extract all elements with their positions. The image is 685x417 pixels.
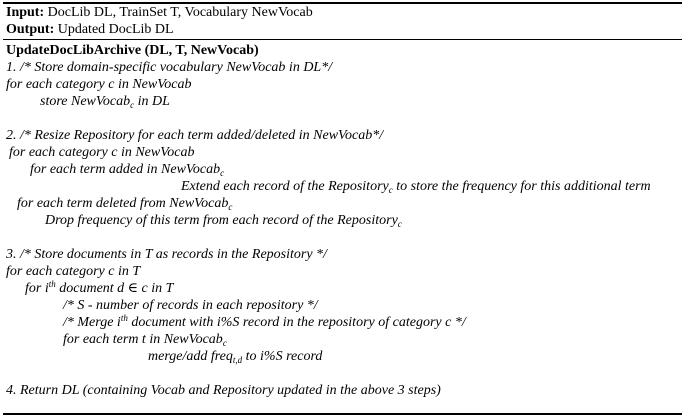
step1-loop: for each category c in NewVocab — [6, 77, 192, 92]
step2-added-text: for each term added in NewVocab — [30, 162, 221, 177]
output-line — [6, 21, 174, 38]
subscript: c — [222, 338, 227, 348]
step3-term-text: for each term t in NewVocab — [63, 332, 223, 347]
step2-extend — [181, 178, 651, 195]
step3-loop-document — [25, 280, 173, 297]
input-line — [6, 4, 313, 21]
step3-merge-tail: document with i%S record in the repository of category c */ — [127, 315, 466, 330]
subscript: c — [397, 219, 402, 229]
step2-loop-category: for each category c in NewVocab — [9, 145, 195, 160]
subscript: c — [130, 100, 135, 110]
step1-store-text: store NewVocab — [40, 94, 131, 109]
subscript: c — [388, 185, 393, 195]
step2-extend-text: Extend each record of the Repository — [181, 179, 389, 194]
step3-merge-add — [148, 348, 322, 365]
step3-merge-add-text: merge/add freq — [148, 349, 233, 364]
step3-comment: 3. /* Store documents in T as records in the Repository */ — [6, 247, 327, 262]
subscript: t,d — [232, 355, 243, 365]
step2-loop-deleted — [17, 195, 232, 212]
step3-merge-add-tail: to i%S record — [242, 349, 323, 364]
step2-extend-tail: to store the frequency for this additional term — [392, 179, 651, 194]
superscript: th — [48, 279, 56, 289]
header-divider — [3, 39, 682, 40]
output-text: Updated DocLib DL — [54, 22, 174, 37]
input-text: DocLib DL, TrainSet T, Vocabulary NewVocab — [44, 5, 313, 20]
subscript: c — [220, 168, 225, 178]
step3-comment-s: /* S - number of records in each repository */ — [63, 298, 318, 313]
procedure-signature: UpdateDocLibArchive (DL, T, NewVocab) — [6, 43, 259, 58]
output-label: Output: — [6, 22, 55, 37]
step3-loop-term — [63, 331, 227, 348]
step2-deleted-text: for each term deleted from NewVocab — [17, 196, 229, 211]
step3-doc-tail: document d ∈ c in T — [55, 281, 174, 296]
step4-return: 4. Return DL (containing Vocab and Repository updated in the above 3 steps) — [6, 383, 441, 398]
step2-loop-added — [30, 161, 224, 178]
step1-comment: 1. /* Store domain-specific vocabulary NewVocab in DL*/ — [6, 60, 333, 75]
step3-comment-merge — [63, 314, 466, 331]
step2-comment: 2. /* Resize Repository for each term added/deleted in NewVocab*/ — [6, 128, 384, 143]
step3-loop-category: for each category c in T — [6, 264, 141, 279]
step2-drop — [45, 212, 402, 229]
step3-merge-text: /* Merge i — [63, 315, 121, 330]
step3-doc-text: for i — [25, 281, 49, 296]
subscript: c — [228, 202, 233, 212]
step1-store-tail: in DL — [134, 94, 170, 109]
input-label: Input: — [6, 5, 45, 20]
step2-drop-text: Drop frequency of this term from each record of the Repository — [45, 213, 398, 228]
superscript: th — [120, 313, 128, 323]
algorithm-box — [3, 2, 682, 414]
bottom-rule — [3, 413, 682, 415]
step1-store — [40, 93, 170, 110]
